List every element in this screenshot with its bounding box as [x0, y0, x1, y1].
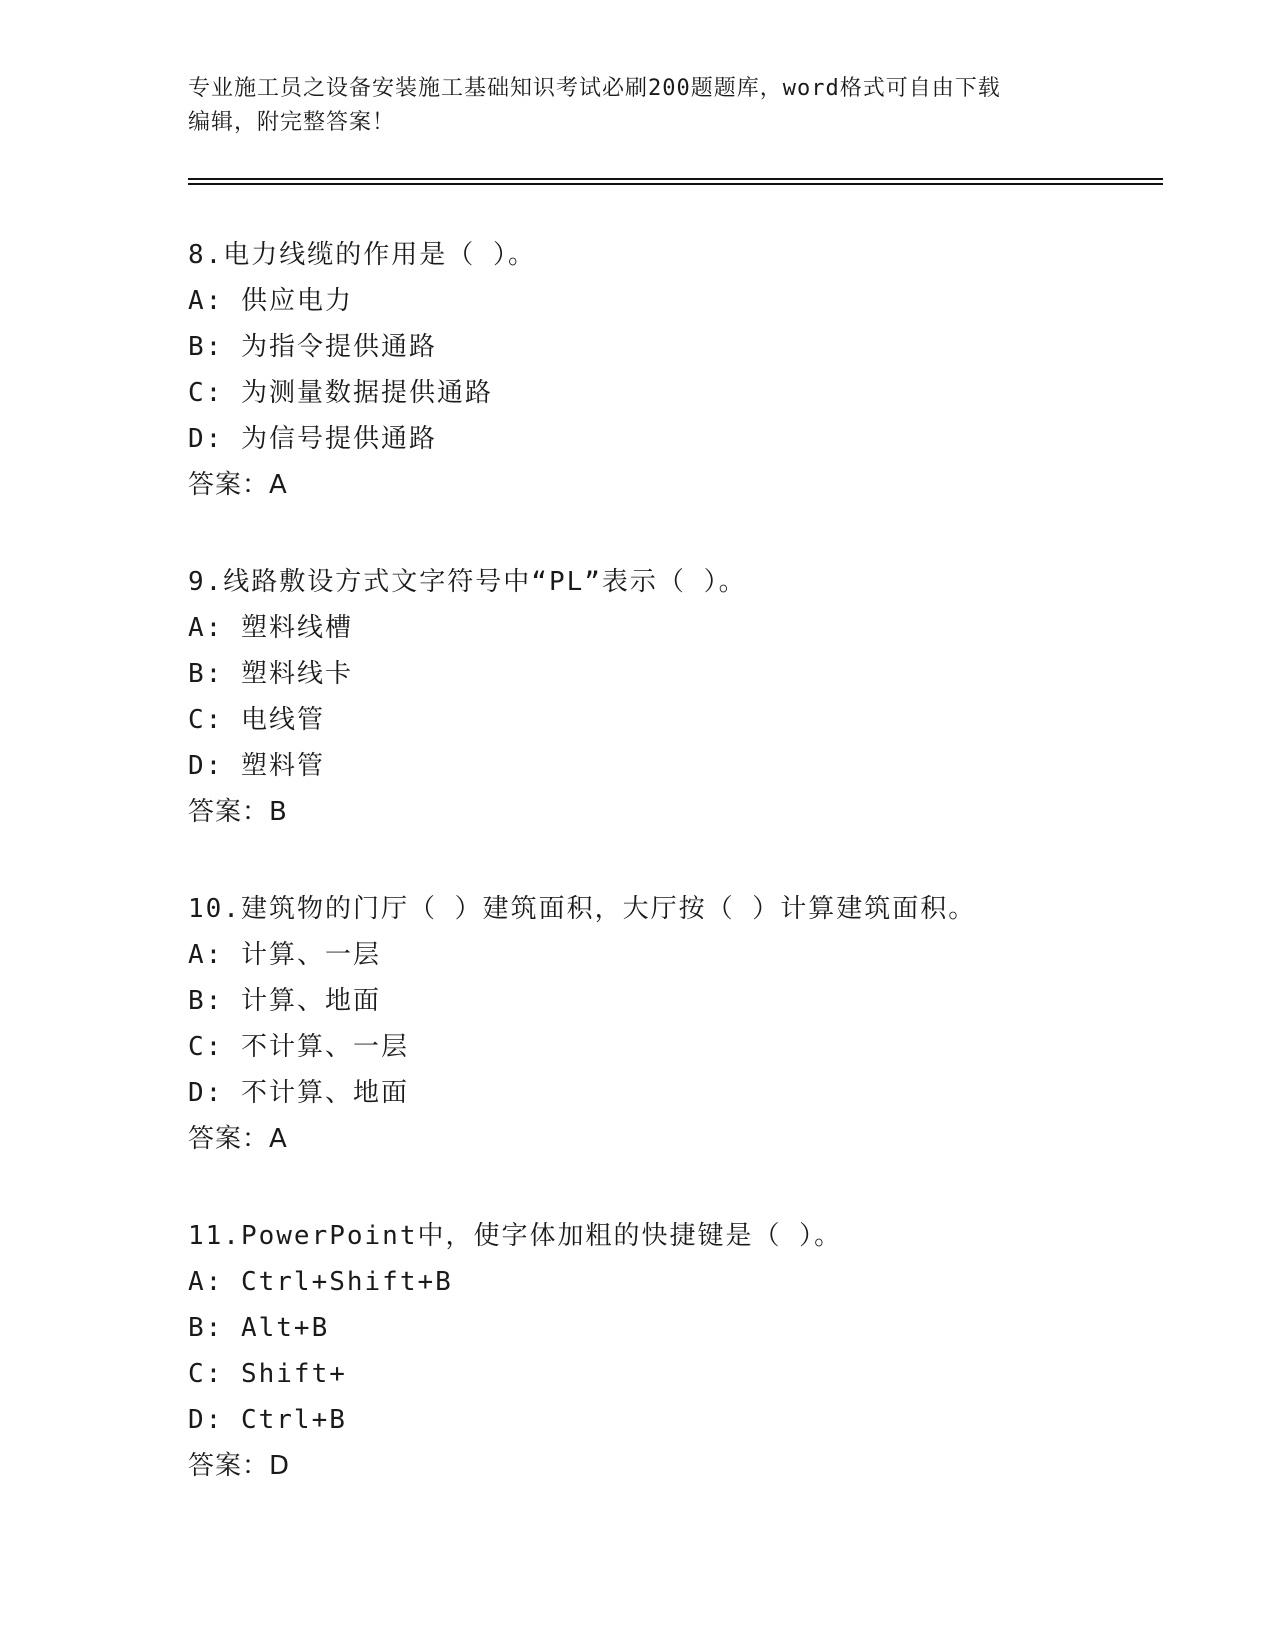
question-stem: 9.线路敷设方式文字符号中“PL”表示（ ）。: [188, 567, 747, 597]
option-c: C: 电线管: [188, 705, 325, 735]
option-a: A: 计算、一层: [188, 940, 381, 970]
question-stem: 8.电力线缆的作用是（ ）。: [188, 240, 536, 270]
header-title-line-2: 编辑，附完整答案！: [188, 110, 396, 135]
document-header: [188, 72, 1088, 140]
answer-line: 答案：D: [188, 1451, 291, 1481]
question-stem: 10.建筑物的门厅（ ）建筑面积，大厅按（ ）计算建筑面积。: [188, 894, 977, 924]
option-b: B: 塑料线卡: [188, 659, 353, 689]
header-divider-bottom: [188, 183, 1163, 185]
question-item-8: [188, 232, 1168, 508]
option-d: D: 为信号提供通路: [188, 424, 437, 454]
option-d: D: Ctrl+B: [188, 1405, 347, 1435]
option-d: D: 塑料管: [188, 751, 325, 781]
option-a: A: 供应电力: [188, 286, 353, 316]
answer-line: 答案：B: [188, 797, 288, 827]
option-c: C: 为测量数据提供通路: [188, 378, 493, 408]
question-item-11: [188, 1213, 1168, 1489]
option-d: D: 不计算、地面: [188, 1078, 409, 1108]
option-c: C: 不计算、一层: [188, 1032, 409, 1062]
option-a: A: Ctrl+Shift+B: [188, 1267, 453, 1297]
option-c: C: Shift+: [188, 1359, 347, 1389]
header-title-line-1: 专业施工员之设备安装施工基础知识考试必刷200题题库，word格式可自由下载: [188, 76, 1001, 101]
question-list: [188, 232, 1168, 1540]
header-divider-top: [188, 178, 1163, 180]
option-a: A: 塑料线槽: [188, 613, 353, 643]
option-b: B: 为指令提供通路: [188, 332, 437, 362]
option-b: B: Alt+B: [188, 1313, 330, 1343]
question-item-9: [188, 559, 1168, 835]
option-b: B: 计算、地面: [188, 986, 381, 1016]
question-stem: 11.PowerPoint中，使字体加粗的快捷键是（ ）。: [188, 1221, 843, 1251]
answer-line: 答案：A: [188, 470, 288, 500]
question-item-10: [188, 886, 1168, 1162]
answer-line: 答案：A: [188, 1124, 288, 1154]
